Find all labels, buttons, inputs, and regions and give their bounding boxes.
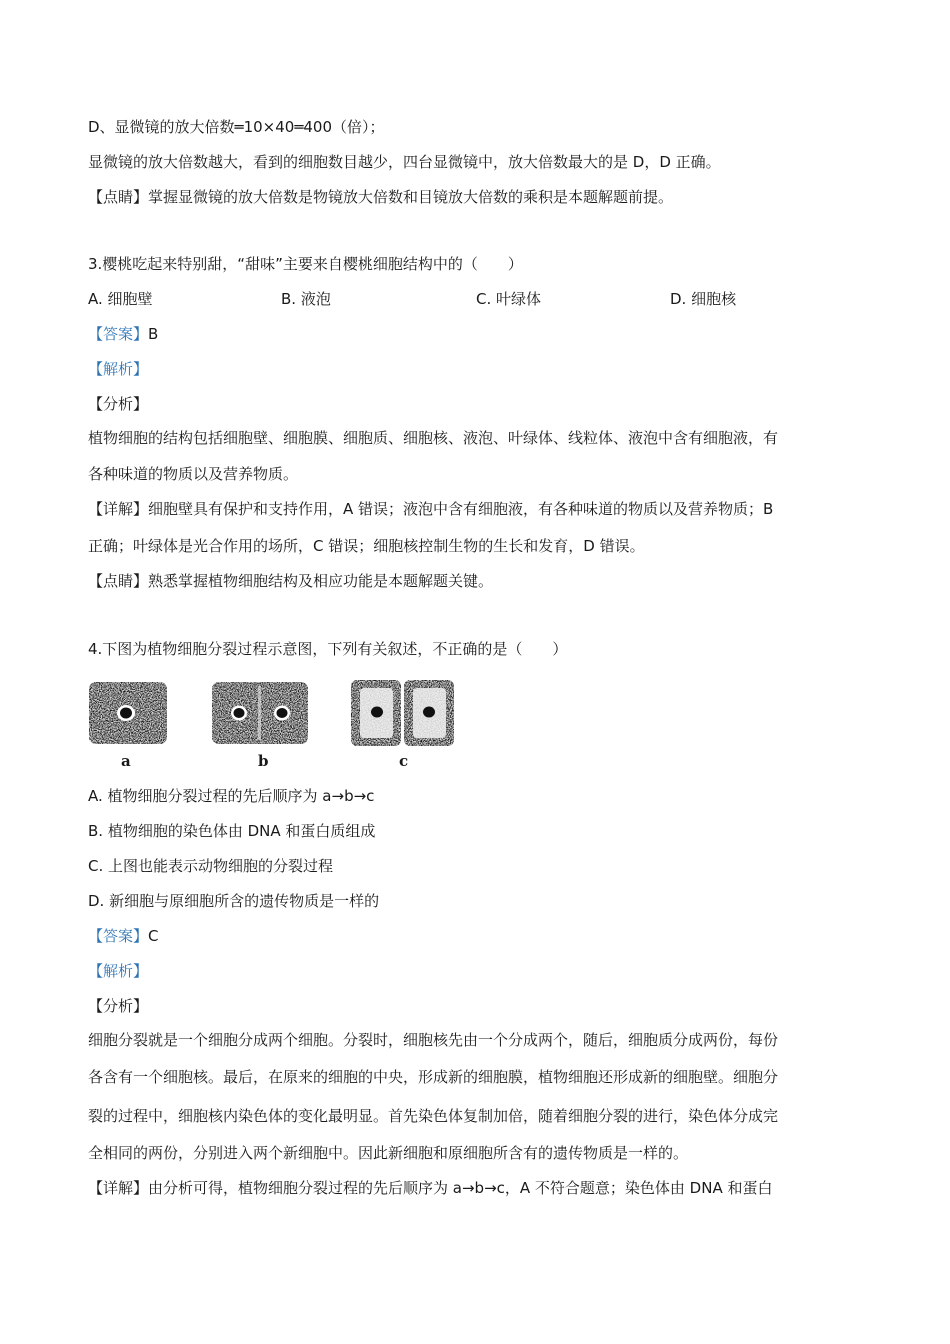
q4-question: 4.下图为植物细胞分裂过程示意图，下列有关叙述，不正确的是（ ） [88, 640, 568, 658]
cell-a [89, 682, 167, 744]
prev-option-d-line: D、显微镜的放大倍数═10×40═400（倍）； [88, 118, 385, 136]
q3-dianjing [88, 570, 493, 592]
figure-label-b: b [258, 752, 269, 770]
cell-c [351, 680, 454, 746]
figure-label-a: a [121, 752, 131, 770]
q3-question: 3.樱桃吃起来特别甜，“甜味”主要来自樱桃细胞结构中的（ ） [88, 255, 523, 273]
q3-jiexi-tag: 【解析】 [88, 360, 149, 378]
q4-fenxi-line4: 全相同的两份，分别进入两个新细胞中。因此新细胞和原细胞所含有的遗传物质是一样的。 [88, 1144, 689, 1162]
q4-option-a: A. 植物细胞分裂过程的先后顺序为 a→b→c [88, 787, 375, 805]
dianjing-tag: 【点睛】 [88, 572, 149, 590]
q3-xiangjie-line1 [88, 498, 773, 520]
q4-option-b: B. 植物细胞的染色体由 DNA 和蛋白质组成 [88, 822, 376, 840]
q4-option-c: C. 上图也能表示动物细胞的分裂过程 [88, 857, 334, 875]
xiangjie-tag: 【详解】 [88, 1179, 149, 1197]
answer-value: C [148, 927, 159, 945]
prev-conclusion: 显微镜的放大倍数越大，看到的细胞数目越少，四台显微镜中，放大倍数最大的是 D，D 正确。 [88, 153, 721, 171]
answer-tag: 【答案】 [88, 325, 149, 343]
q3-xiangjie-line2: 正确；叶绿体是光合作用的场所，C 错误；细胞核控制生物的生长和发育，D 错误。 [88, 537, 645, 555]
xiangjie-text: 细胞壁具有保护和支持作用，A 错误；液泡中含有细胞液，有各种味道的物质以及营养物质；B [148, 500, 774, 518]
q3-fenxi-line1: 植物细胞的结构包括细胞壁、细胞膜、细胞质、细胞核、液泡、叶绿体、线粒体、液泡中含有细胞液，有 [88, 429, 779, 447]
q3-fenxi-line2: 各种味道的物质以及营养物质。 [88, 465, 299, 483]
cell-division-diagram [86, 676, 466, 776]
q3-option-c: C. 叶绿体 [476, 290, 542, 308]
q3-answer [88, 323, 158, 345]
dianjing-text: 掌握显微镜的放大倍数是物镜放大倍数和目镜放大倍数的乘积是本题解题前提。 [148, 188, 674, 206]
q4-fenxi-line1: 细胞分裂就是一个细胞分成两个细胞。分裂时，细胞核先由一个分成两个，随后，细胞质分成两份，每份 [88, 1031, 779, 1049]
figure-label-c: c [399, 752, 409, 770]
q3-option-a: A. 细胞壁 [88, 290, 153, 308]
prev-dianjing [88, 186, 673, 208]
q4-option-d: D. 新细胞与原细胞所含的遗传物质是一样的 [88, 892, 380, 910]
xiangjie-tag: 【详解】 [88, 500, 149, 518]
answer-tag: 【答案】 [88, 927, 149, 945]
q3-option-b: B. 液泡 [281, 290, 331, 308]
xiangjie-text: 由分析可得，植物细胞分裂过程的先后顺序为 a→b→c，A 不符合题意；染色体由 DNA 和蛋白 [148, 1179, 773, 1197]
q4-jiexi-tag: 【解析】 [88, 962, 149, 980]
q4-fenxi-line3: 裂的过程中，细胞核内染色体的变化最明显。首先染色体复制加倍，随着细胞分裂的进行，染色体分成完 [88, 1107, 779, 1125]
q3-option-d: D. 细胞核 [670, 290, 737, 308]
q4-xiangjie [88, 1177, 772, 1199]
cell-division-figure [86, 676, 466, 776]
cell-b [212, 682, 308, 744]
answer-value: B [148, 325, 159, 343]
dianjing-tag: 【点睛】 [88, 188, 149, 206]
q4-answer [88, 925, 159, 947]
q4-fenxi-line2: 各含有一个细胞核。最后，在原来的细胞的中央，形成新的细胞膜，植物细胞还形成新的细胞壁。细胞分 [88, 1068, 779, 1086]
dianjing-text: 熟悉掌握植物细胞结构及相应功能是本题解题关键。 [148, 572, 494, 590]
q4-fenxi-tag: 【分析】 [88, 997, 149, 1015]
q3-fenxi-tag: 【分析】 [88, 395, 149, 413]
